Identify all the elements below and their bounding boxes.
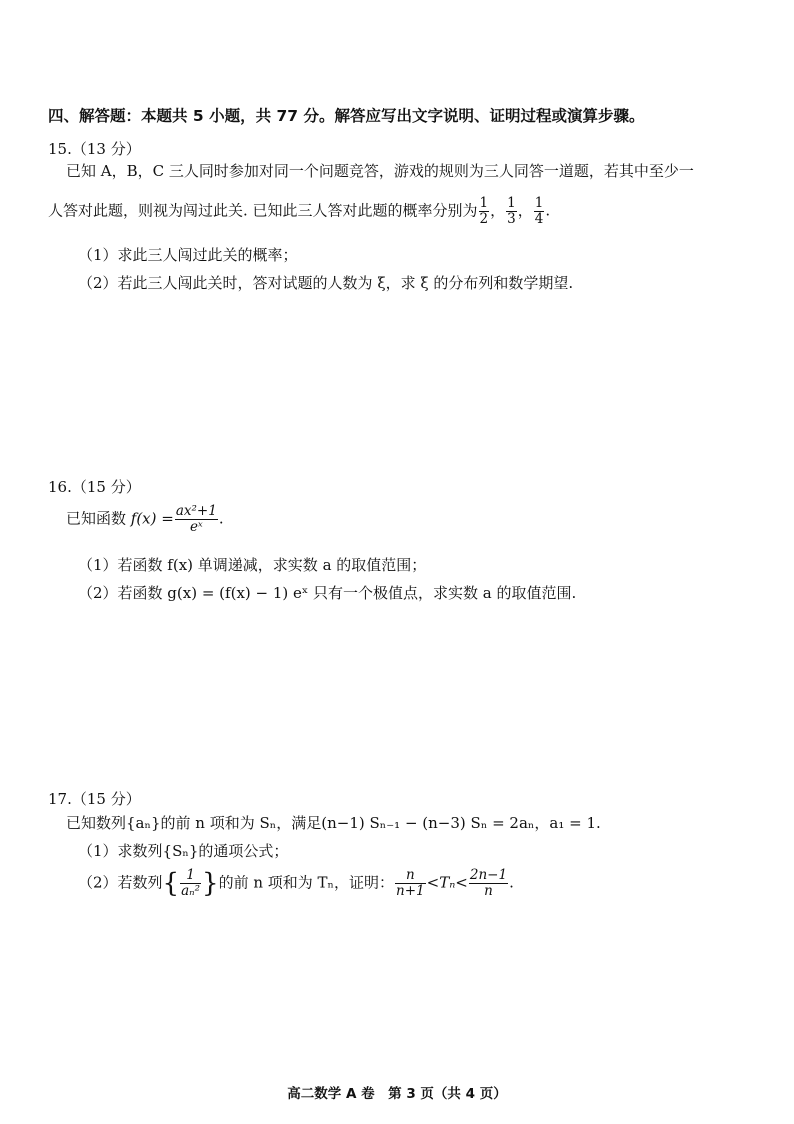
q17-inequality: <Tₙ< bbox=[426, 873, 468, 892]
q17-head: 17.（15 分） bbox=[48, 790, 141, 808]
q16-end: . bbox=[218, 509, 224, 528]
q15-text-line2 bbox=[48, 196, 550, 227]
q17-sub2-mid: 的前 n 项和为 Tₙ，证明： bbox=[218, 873, 395, 892]
q17-seq-den: aₙ² bbox=[181, 883, 201, 899]
q15-prob-b bbox=[506, 196, 517, 227]
left-brace: { bbox=[162, 868, 180, 899]
q15-sub2: （2）若此三人闯此关时，答对试题的人数为 ξ，求 ξ 的分布列和数学期望. bbox=[78, 274, 574, 292]
q15-sub1: （1）求此三人闯过此关的概率； bbox=[78, 246, 298, 264]
q17-left-den: n+1 bbox=[396, 883, 425, 899]
q15-prob-c bbox=[534, 196, 545, 227]
q16-fraction-den: eˣ bbox=[189, 519, 203, 535]
q17-left-bound bbox=[395, 868, 426, 899]
q17-right-bound bbox=[469, 868, 508, 899]
q17-sub2 bbox=[78, 868, 514, 899]
section-title: 四、解答题：本题共 5 小题，共 77 分。解答应写出文字说明、证明过程或演算步骤。 bbox=[48, 107, 645, 125]
q15-prob-b-den: 3 bbox=[507, 211, 516, 227]
q16-sub1: （1）若函数 f(x) 单调递减，求实数 a 的取值范围； bbox=[78, 556, 427, 574]
q15-head: 15.（13 分） bbox=[48, 140, 141, 158]
q15-end: . bbox=[545, 201, 551, 220]
q17-sub2-pre: （2）若数列 bbox=[78, 873, 163, 892]
q17-line1: 已知数列{aₙ}的前 n 项和为 Sₙ，满足(n−1) Sₙ₋₁ − (n−3) Sₙ = 2aₙ，a₁ = 1. bbox=[66, 814, 601, 832]
q15-prob-a-den: 2 bbox=[479, 211, 489, 227]
q17-seq-num: 1 bbox=[180, 868, 201, 884]
q15-prob-b-num: 1 bbox=[507, 195, 516, 211]
q15-prob-c-num: 1 bbox=[534, 195, 544, 211]
q17-sub2-end: . bbox=[509, 873, 514, 892]
page-footer: 高二数学 A 卷 第 3 页（共 4 页） bbox=[287, 1086, 507, 1102]
q17-sub1: （1）求数列{Sₙ}的通项公式； bbox=[78, 842, 289, 860]
q17-right-num: 2n−1 bbox=[469, 867, 508, 883]
q16-intro: 已知函数 bbox=[66, 509, 131, 528]
q15-prob-a-num: 1 bbox=[479, 195, 489, 211]
q17-seq-fraction bbox=[180, 868, 201, 899]
q16-fx: f(x) = bbox=[130, 509, 174, 528]
q15-text-line2-label: 人答对此题，则视为闯过此关. 已知此三人答对此题的概率分别为 bbox=[48, 201, 478, 220]
q16-fraction-num: ax²+1 bbox=[175, 503, 217, 519]
q17-right-den: n bbox=[484, 883, 493, 899]
right-brace: } bbox=[202, 868, 219, 899]
q15-prob-a bbox=[479, 196, 490, 227]
q16-head: 16.（15 分） bbox=[48, 478, 141, 496]
q15-prob-c-den: 4 bbox=[534, 211, 544, 227]
q15-sep-2: ， bbox=[517, 201, 533, 220]
q15-sep-1: ， bbox=[490, 201, 506, 220]
q16-definition bbox=[66, 504, 224, 535]
q16-sub2: （2）若函数 g(x) = (f(x) − 1) eˣ 只有一个极值点，求实数 a 的取值范围. bbox=[78, 584, 577, 602]
q16-fraction bbox=[175, 504, 218, 535]
q15-text-line1: 已知 A，B，C 三人同时参加对同一个问题竞答，游戏的规则为三人同答一道题，若其中至少一 bbox=[66, 162, 694, 180]
q17-left-num: n bbox=[395, 868, 426, 884]
